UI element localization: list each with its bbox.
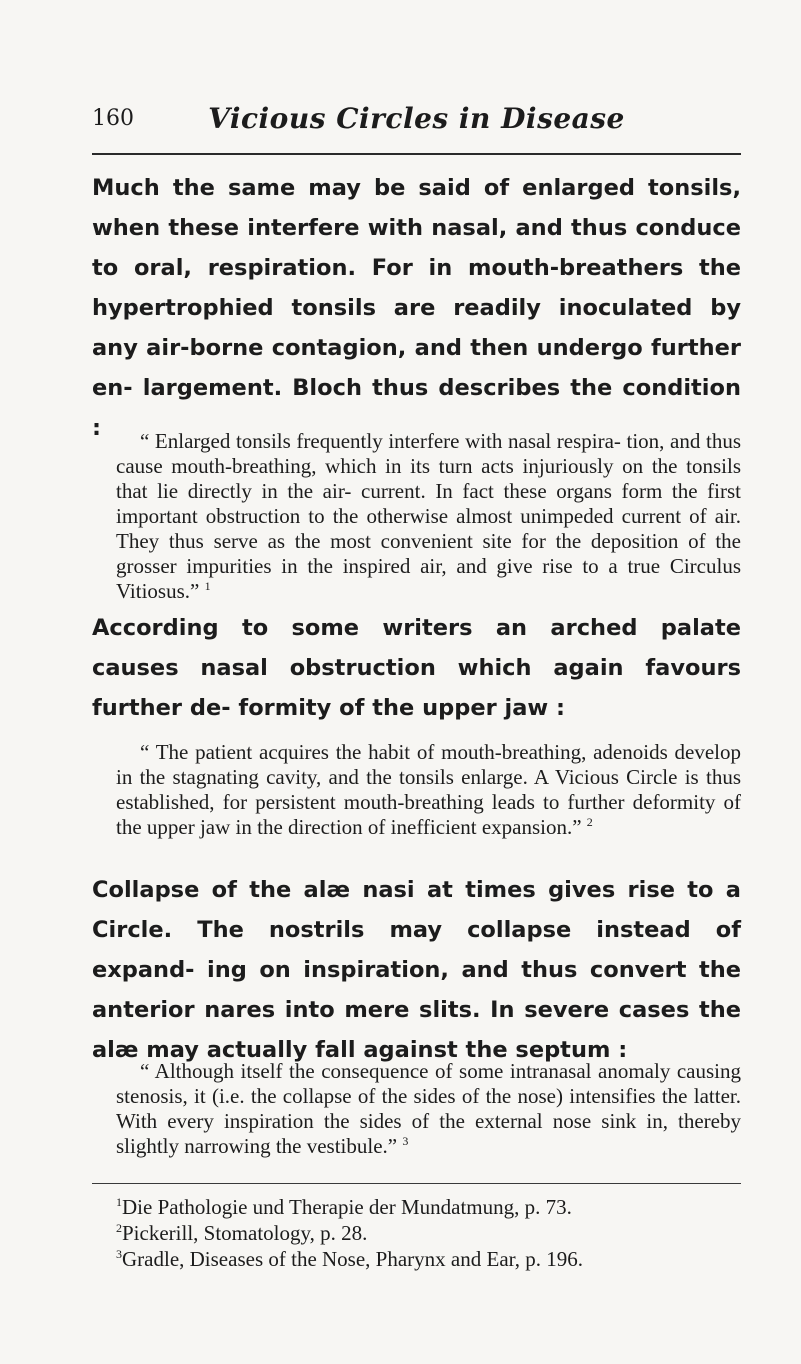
footnotes	[116, 1194, 741, 1272]
footnote-text: Pickerill, Stomatology, p. 28.	[122, 1221, 368, 1245]
footnote-2	[116, 1220, 741, 1246]
quote-gradle	[116, 1059, 741, 1159]
footnote-1	[116, 1194, 741, 1220]
footnote-rule	[92, 1183, 741, 1184]
footnote-marker: 2	[116, 1221, 122, 1235]
page-header	[92, 102, 741, 150]
header-rule	[92, 153, 741, 155]
footnote-ref: 1	[204, 579, 211, 593]
footnote-ref: 2	[586, 815, 593, 829]
running-title: Vicious Circles in Disease	[208, 102, 625, 135]
footnote-text: Gradle, Diseases of the Nose, Pharynx and Ear, p. 196.	[122, 1247, 584, 1271]
footnote-marker: 3	[116, 1247, 122, 1261]
footnote-text: Die Pathologie und Therapie der Mundatmung, p. 73.	[122, 1195, 572, 1219]
quote-text: “ Enlarged tonsils frequently interfere with nasal respira- tion, and thus cause mouth-breathing, which in its turn acts injuriously on the tonsils that lie directly in the air- current. In fact these organs form the first important obstruction to the otherwise almost unimpeded current of air. They thus serve as the most convenient site for the deposition of the grosser impurities in the inspired air, and give rise to a true Circulus Vitiosus.”	[116, 429, 741, 603]
paragraph-tonsils: Much the same may be said of enlarged tonsils, when these interfere with nasal, and thus conduce to oral, respiration. For in mouth-breathers the hypertrophied tonsils are readily inoculated by any air-borne contagion, and then undergo further en- largement. Bloch thus describes the condition :	[92, 175, 741, 441]
page-number: 160	[92, 106, 134, 131]
footnote-marker: 1	[116, 1195, 122, 1209]
paragraph-alae-nasi: Collapse of the alæ nasi at times gives rise to a Circle. The nostrils may collapse instead of expand- ing on inspiration, and thus convert the anterior nares into mere slits. In severe cases the alæ may actually fall against the septum :	[92, 877, 741, 1063]
quote-text: “ Although itself the consequence of some intranasal anomaly causing stenosis, it (i.e. the collapse of the sides of the nose) intensifies the latter. With every inspiration the sides of the external nose sink in, thereby slightly narrowing the vestibule.”	[116, 1059, 741, 1158]
quote-pickerill	[116, 740, 741, 840]
quote-text: “ The patient acquires the habit of mouth-breathing, adenoids develop in the stagnating cavity, and the tonsils enlarge. A Vicious Circle is thus established, for persistent mouth-breathing leads to further deformity of the upper jaw in the direction of inefficient expansion.”	[116, 740, 741, 839]
quote-bloch	[116, 429, 741, 604]
footnote-ref: 3	[402, 1134, 409, 1148]
paragraph-arched-palate: According to some writers an arched palate causes nasal obstruction which again favours further de- formity of the upper jaw :	[92, 615, 741, 721]
footnote-3	[116, 1246, 741, 1272]
